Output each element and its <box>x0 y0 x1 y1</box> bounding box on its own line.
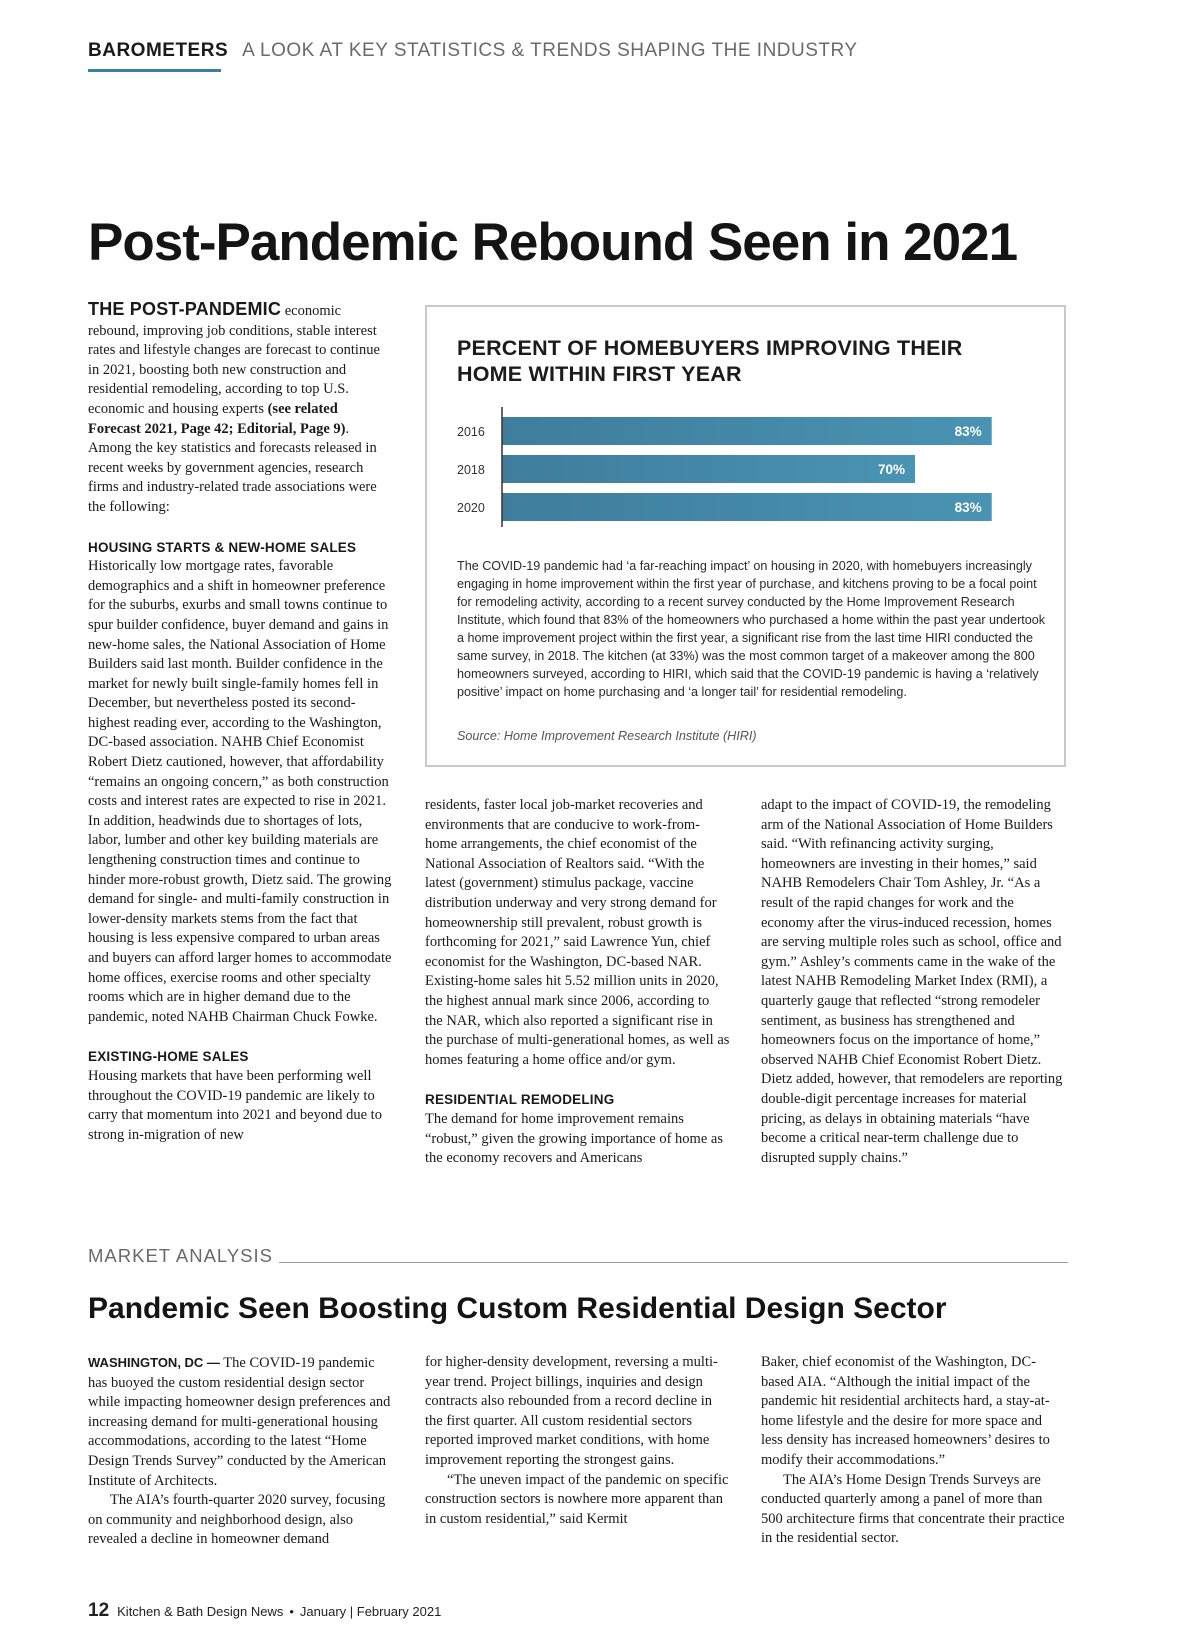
lead-text: economic rebound, improving job conditions, stable interest rates and lifestyle changes are forecast to continue in 2021, boosting both new construction and residential remodeling, according to top U.S. economic and housing experts <box>88 303 380 417</box>
article-column-2 <box>425 796 730 1169</box>
ma-paragraph-2: The AIA’s fourth-quarter 2020 survey, focusing on community and neighborhood design, also revealed a decline in homeowner demand <box>88 1492 386 1548</box>
ma-column-1 <box>88 1353 393 1550</box>
article-column-1 <box>88 300 393 1145</box>
paragraph-existing-home-sales-start: Housing markets that have been performing well throughout the COVID-19 pandemic are likely to carry that momentum into 2021 and beyond due to strong in-migration of new <box>88 1067 382 1143</box>
ma-paragraph-5: Baker, chief economist of the Washington, DC-based AIA. “Although the initial impact of the pandemic hit residential architects hard, a stay-at-home lifestyle and the desire for more space and less density has increased homeowners’ desires to modify their accommodations.” <box>761 1354 1050 1468</box>
ma-paragraph-4: “The uneven impact of the pandemic on specific construction sectors is nowhere more apparent than in custom residential,” said Kermit <box>425 1471 729 1527</box>
heading-existing-home-sales: EXISTING-HOME SALES <box>88 1049 249 1065</box>
publication-name: Kitchen & Bath Design News <box>117 1604 284 1619</box>
value-label-2016: 83% <box>954 424 982 439</box>
bar-2020 <box>502 493 992 521</box>
section-tagline: A LOOK AT KEY STATISTICS & TRENDS SHAPING THE INDUSTRY <box>242 40 858 61</box>
article-column-3 <box>761 796 1066 1168</box>
paragraph-existing-home-sales-cont: residents, faster local job-market recoveries and environments that are conducive to work-from-home arrangements, the chief economist of the National Association of Realtors said. “With the latest (government) stimulus package, vaccine distribution underway and very strong demand for homeownership still prevalent, robust growth is forthcoming for 2021,” said Lawrence Yun, chief economist for the Washington, DC-based NAR. Existing-home sales hit 5.52 million units in 2020, the highest annual mark since 2006, according to the NAR, which also reported a significant rise in the purchase of multi-generational homes, as well as homes featuring a home office and/or gym. <box>425 797 730 1068</box>
section-name: BAROMETERS <box>88 40 229 61</box>
ma-paragraph-3: for higher-density development, reversing a multi-year trend. Project billings, inquiries and design contracts also rebounded from a record decline in the first quarter. All custom residential sectors reported improved market conditions, with home improvement reporting the strongest gains. <box>425 1354 718 1468</box>
chart-title: PERCENT OF HOMEBUYERS IMPROVING THEIR HOME WITHIN FIRST YEAR <box>457 336 963 386</box>
category-label-2016: 2016 <box>457 425 485 439</box>
value-label-2020: 83% <box>954 500 982 515</box>
paragraph-remodeling-start: The demand for home improvement remains “robust,” given the growing importance of home as the economy recovers and Americans <box>425 1110 723 1167</box>
value-label-2018: 70% <box>877 462 905 477</box>
paragraph-housing-starts: Historically low mortgage rates, favorable demographics and a shift in homeowner preference for the suburbs, exurbs and small towns continue to spur builder confidence, buyer demand and gains in new-home sales, the National Association of Home Builders said last month. Builder confidence in the market for newly built single-family homes fell in December, but nevertheless posted its second-highest reading ever, according to the Washington, DC-based association. NAHB Chief Economist Robert Dietz cautioned, however, that affordability “remains an ongoing concern,” as both construction costs and interest rates are expected to rise in 2021. In addition, headwinds due to shortages of lots, labor, lumber and other key building materials are lengthening construction times and continue to hinder more-robust growth, Dietz said. The growing demand for single- and multi-family construction in lower-density markets stems from the fact that housing is less expensive compared to urban areas and buyers can afford larger homes to accommodate home offices, exercise rooms and other specialty rooms which are in higher demand due to the pandemic, noted NAHB Chairman Chuck Fowke. <box>88 558 392 1025</box>
page-footer <box>88 1600 441 1622</box>
lead-paragraph <box>88 300 393 518</box>
header-underline <box>88 69 221 72</box>
page-title: Post-Pandemic Rebound Seen in 2021 <box>88 213 1018 272</box>
ma-paragraph-1-text: The COVID-19 pandemic has buoyed the custom residential design sector while impacting homeowner design preferences and increasing demand for multi-generational housing accommodations, according to the latest “Home Design Trends Survey” conducted by the American Institute of Architects. <box>88 1355 391 1489</box>
market-analysis-title: Pandemic Seen Boosting Custom Residential Design Sector <box>88 1292 947 1325</box>
ma-paragraph-6: The AIA’s Home Design Trends Surveys are conducted quarterly among a panel of more than 500 architecture firms that concentrate their practice in the residential sector. <box>761 1471 1065 1547</box>
chart-panel <box>425 305 1066 767</box>
chart-caption: The COVID-19 pandemic had ‘a far-reaching impact’ on housing in 2020, with homebuyers increasingly engaging in home improvement within the first year of purchase, and kitchens proving to be a focal point for remodeling activity, according to a recent survey conducted by the Home Improvement Research Institute, which found that 83% of the homeowners who purchased a home within the past year undertook a home improvement project within the first year, a significant rise from the last time HIRI conducted the same survey, in 2018. The kitchen (at 33%) was the most common target of a makeover among the 800 homeowners surveyed, according to HIRI, which said that the COVID-19 pandemic is having a ‘relatively positive’ impact on home purchasing and ‘a longer tail’ for residential remodeling. <box>457 559 1046 699</box>
bar-2018 <box>502 455 915 483</box>
lead-end: . Among the key statistics and forecasts released in recent weeks by government agencies, research firms and industry-related trade associations were the following: <box>88 420 377 515</box>
bar-2016 <box>502 417 992 445</box>
heading-housing-starts: HOUSING STARTS & NEW-HOME SALES <box>88 539 357 555</box>
lead-crossref: (see related Forecast 2021, Page 42; Editorial, Page 9) <box>88 400 346 437</box>
chart-source: Source: Home Improvement Research Institute (HIRI) <box>457 729 757 743</box>
lead-caps: THE POST-PANDEMIC <box>88 299 282 319</box>
ma-paragraph-1 <box>88 1353 393 1491</box>
issue-date: January | February 2021 <box>299 1604 442 1619</box>
category-label-2018: 2018 <box>457 463 485 477</box>
category-label-2020: 2020 <box>457 501 485 515</box>
market-analysis-label: MARKET ANALYSIS <box>88 1245 279 1267</box>
footer-bullet: • <box>289 1604 294 1619</box>
page-number: 12 <box>88 1600 110 1621</box>
ma-column-2 <box>425 1353 730 1529</box>
heading-residential-remodeling: RESIDENTIAL REMODELING <box>425 1092 615 1108</box>
paragraph-remodeling-cont: adapt to the impact of COVID-19, the remodeling arm of the National Association of Home Builders said. “With refinancing activity surging, homeowners are investing in their homes,” said NAHB Remodelers Chair Tom Ashley, Jr. “As a result of the rapid changes for work and the economy after the virus-induced recession, homes are serving multiple roles such as school, office and gym.” Ashley’s comments came in the wake of the latest NAHB Remodeling Market Index (RMI), a quarterly gauge that reflected “strong remodeler sentiment, as business has strengthened and homeowners focus on the importance of home,” observed NAHB Chief Economist Robert Dietz. Dietz added, however, that remodelers are reporting double-digit percentage increases for material pricing, as delays in obtaining materials “have become a critical near-term challenge due to disrupted supply chains.” <box>761 797 1063 1166</box>
dateline: WASHINGTON, DC — <box>88 1355 220 1370</box>
bar-chart <box>447 407 1047 547</box>
section-header <box>88 40 858 62</box>
ma-column-3 <box>761 1353 1066 1549</box>
